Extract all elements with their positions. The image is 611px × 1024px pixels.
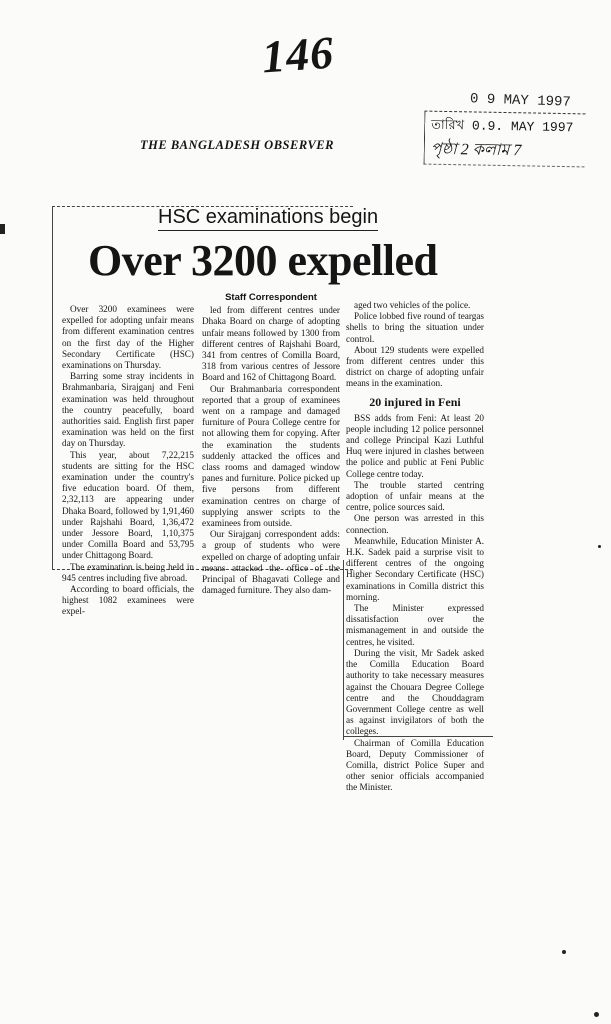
article-subhead: 20 injured in Feni [369,394,461,409]
scan-speck [594,1012,599,1017]
paragraph: During the visit, Mr Sadek asked the Comilla Education Board authority to take necessary measures against the Chouara Degree College centre and the Chouddagram Government College centre as well as against invigilators of both the colleges. [346,647,484,737]
paragraph: About 129 students were expelled from different centres under this district on charge of adopting unfair means in the examination. [346,344,484,389]
paragraph: led from different centres under Dhaka Board on charge of adopting unfair means followed by 1300 from different centres of Rajshahi Board, 341 from centres of Comilla Board, 318 from various centres of Jessore Board and 162 of Chittagong Board. [202,305,340,383]
clipping-border-column-3 [343,560,344,740]
paragraph: Chairman of Comilla Education Board, Deputy Commissioner of Comilla, district Police Super and other senior officials accompanied the Minister. [346,737,484,793]
paragraph: The trouble started centring adoption of unfair means at the centre, police sources said. [346,479,484,513]
date-stamp: 0 9 MAY 1997 [469,91,572,111]
publication-name: THE BANGLADESH OBSERVER [140,138,334,152]
clipping-border-bottom [343,736,493,737]
scan-edge-mark [0,224,5,234]
paragraph: Police lobbed five round of teargas shells to bring the situation under control. [346,311,484,344]
paragraph: The examination is being held in 945 centres including five abroad. [62,561,194,583]
article-column-3 [346,300,484,794]
article-headline: Over 3200 expelled [88,236,438,285]
paragraph: Barring some stray incidents in Brahmanbaria, Sirajganj and Feni examination was held throughout the country peacefully, board authorities said. English first paper examination was held on the first day on Thursday. [62,371,194,449]
paragraph: According to board officials, the highest 1082 examinees were expel- [62,584,194,617]
archive-stamp-date: তারিখ 0.9. MAY 1997 [431,117,574,136]
paragraph: BSS adds from Feni: At least 20 people including 12 police personnel and college Principal Kazi Luthful Huq were injured in clashes between the police and public at Feni Public College centre today. [346,412,484,479]
paragraph: One person was arrested in this connection. [346,513,484,535]
paragraph: Our Sirajganj correspondent adds: a group of students who were expelled on charge of adopting unfair means attacked the office of the Principal of Bhagavati College and damaged furniture. They also dam- [202,529,340,596]
paragraph: This year, about 7,22,215 students are sitting for the HSC examination under the country's five education board. Of them, 2,32,113 are appearing under Dhaka Board, followed by 1,91,460 under Rajshahi Board, 1,36,472 under Jessore Board, 1,10,375 under Comilla Board and 53,795 under Chittagong Board. [62,449,194,561]
archive-stamp [424,111,586,168]
scan-speck [562,950,566,954]
handwritten-page-number: 146 [260,26,336,83]
paragraph: Meanwhile, Education Minister A. H.K. Sadek paid a surprise visit to different centres of the ongoing Higher Secondary Certificate (HSC) examinations in Comilla district this morning. [346,535,484,602]
scan-speck [598,545,601,548]
archive-stamp-page-column: পৃষ্ঠা 2 কলাম 7 [430,140,522,160]
paragraph: Over 3200 examinees were expelled for adopting unfair means from different examination centres on the first day of the Higher Secondary Certificate (HSC) examinations on Thursday. [62,304,194,371]
article-kicker: HSC examinations begin [158,206,378,231]
article-column-2 [202,292,340,596]
paragraph: The Minister expressed dissatisfaction over the mismanagement in and outside the centres, he visited. [346,603,484,647]
article-byline: Staff Correspondent [225,292,317,303]
article-column-1 [62,304,194,618]
paragraph: Our Brahmanbaria correspondent reported that a group of examinees went on a rampage and damaged furniture of Poura College centre for not allowing them for copying. After the examination the students suddenly attacked the offices and class rooms and damaged window panes and furniture. Police picked up five persons from different examination centres on charge of supplying answer scripts to the examinees from outside. [202,383,340,529]
paragraph: aged two vehicles of the police. [354,300,471,310]
